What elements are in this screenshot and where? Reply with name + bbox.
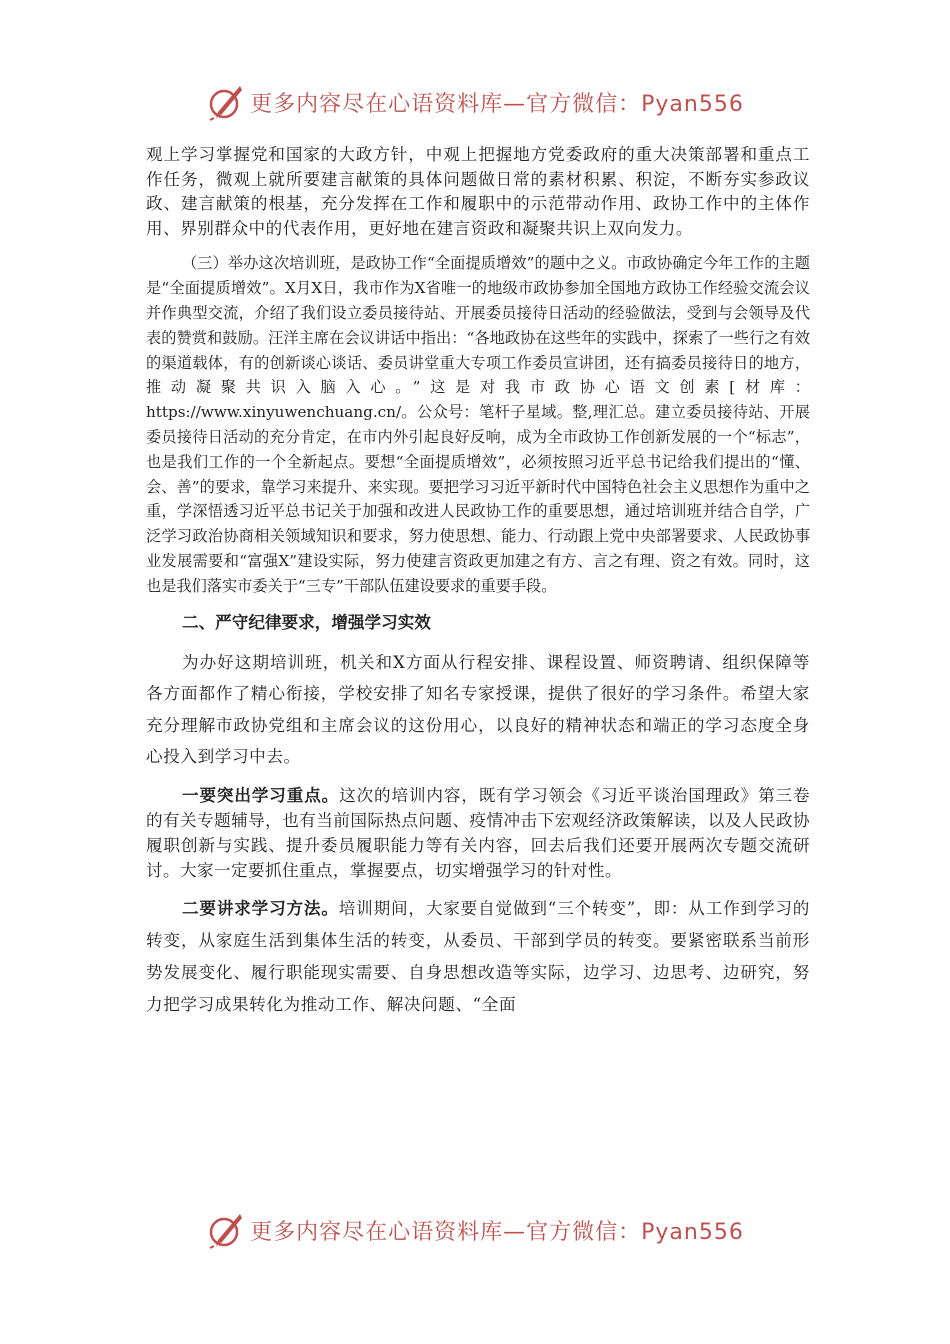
paragraph-section-three: （三）举办这次培训班，是政协工作“全面提质增效”的题中之义。市政协确定今年工作的主题是“全面提质增效”。X月X日，我市作为X省唯一的地级市政协参加全国地方政协工作经验交流会议并作典型交流，介绍了我们设立委员接待站、开展委员接待日活动的经验做法，受到与会领导及代表的赞赏和鼓励。汪洋主席在会议讲话中指出：“各地政协在这些年的实践中，探索了一些行之有效的渠道载体，有的创新谈心谈话、委员讲堂重大专项工作委员宣讲团，还有搞委员接待日的地方，推动凝聚共识入脑入心。”这是对我市政协心语文创素[材库：https://www.xinyuwenchuang.cn/。公众号：笔杆子星域。整,理汇总。建立委员接待站、开展委员接待日活动的充分肯定，在市内外引起良好反响，成为全市政协工作创新发展的一个“标志”，也是我们工作的一个全新起点。要想“全面提质增效”，必须按照习近平总书记给我们提出的“懂、会、善”的要求，靠学习来提升、来实现。要把学习习近平新时代中国特色社会主义思想作为重中之重，学深悟透习近平总书记关于加强和改进人民政协工作的重要思想，通过培训班并结合自学，广泛学习政治协商相关领域知识和要求，努力使思想、能力、行动跟上党中央部署要求、人民政协事业发展需要和“富强X”建设实际，努力使建言资政更加建之有方、言之有理、资之有效。同时，这也是我们落实市委关于“三专”干部队伍建设要求的重要手段。 [146, 254, 810, 595]
header-banner-text: 更多内容尽在心语资料库—官方微信：Pyan556 [250, 91, 744, 117]
quill-logo-icon [206, 82, 246, 122]
footer-banner [0, 1208, 950, 1252]
section-heading-two: 二、严守纪律要求，增强学习实效 [182, 612, 431, 632]
paragraph-study-focus [146, 783, 810, 883]
document-body [146, 143, 810, 1021]
study-focus-text: 这次的培训内容，既有学习领会《习近平谈治国理政》第三卷的有关专题辅导，也有当前国际热点问题、疫情冲击下宏观经济政策解读，以及人民政协履职创新与实践、提升委员履职能力等有关内容，回去后我们还要开展两次专题交流研讨。大家一定要抓住重点，掌握要点，切实增强学习的针对性。 [146, 785, 810, 880]
header-banner [0, 80, 950, 124]
paragraph-training-preparation: 为办好这期培训班，机关和X方面从行程安排、课程设置、师资聘请、组织保障等各方面都作了精心衔接，学校安排了知名专家授课，提供了很好的学习条件。希望大家充分理解市政协党组和主席会议的这份用心，以良好的精神状态和端正的学习态度全身心投入到学习中去。 [146, 652, 810, 767]
study-focus-lead: 一要突出学习重点。 [182, 785, 340, 805]
study-method-lead: 二要讲求学习方法。 [182, 898, 339, 918]
study-method-text: 培训期间，大家要自觉做到“三个转变”，即：从工作到学习的转变，从家庭生活到集体生活的转变，从委员、干部到学员的转变。要紧密联系当前形势发展变化、履行职能现实需要、自身思想改造等实际，边学习、边思考、边研究，努力把学习成果转化为推动工作、解决问题、“全面 [146, 898, 811, 1014]
footer-banner-text: 更多内容尽在心语资料库—官方微信：Pyan556 [250, 1219, 744, 1245]
paragraph-study-method [146, 893, 810, 1021]
paragraph-continued: 观上学习掌握党和国家的大政方针，中观上把握地方党委政府的重大决策部署和重点工作任务，微观上就所要建言献策的具体问题做日常的素材积累、积淀，不断夯实参政议政、建言献策的根基，充分发挥在工作和履职中的示范带动作用、政协工作中的主体作用、界别群众中的代表作用，更好地在建言资政和凝聚共识上双向发力。 [146, 145, 810, 238]
quill-logo-icon [206, 1210, 246, 1250]
